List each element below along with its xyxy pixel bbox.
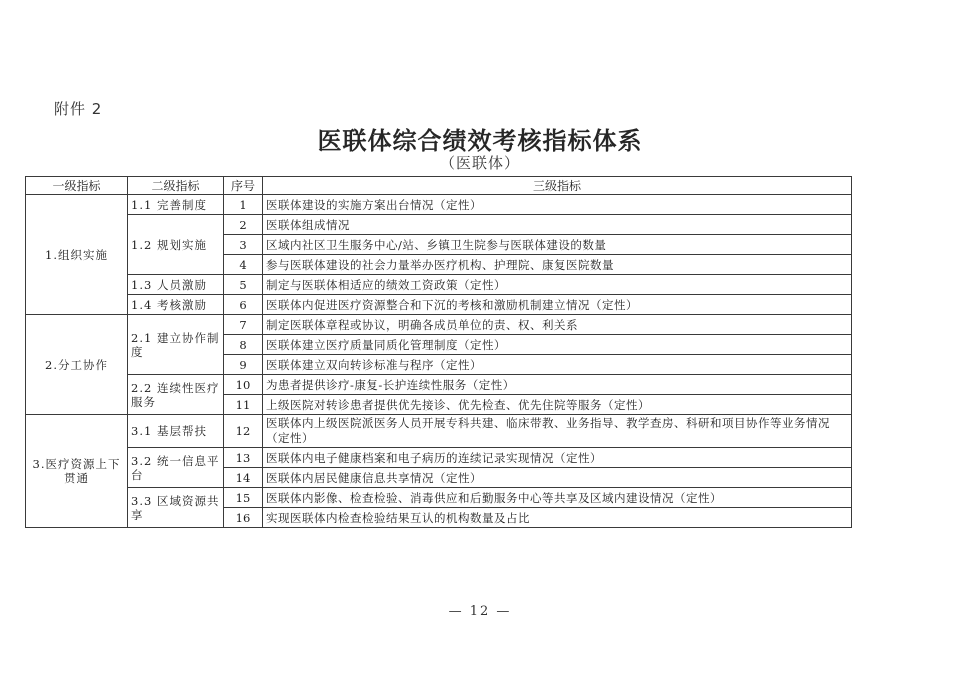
table-row (26, 448, 852, 468)
header-level1: 一级指标 (26, 177, 128, 195)
level3-cell: 医联体内影像、检查检验、消毒供应和后勤服务中心等共享及区域内建设情况（定性） (263, 488, 852, 508)
level3-cell: 实现医联体内检查检验结果互认的机构数量及占比 (263, 508, 852, 528)
attachment-label: 附件 2 (54, 100, 103, 118)
seq-cell: 7 (224, 315, 263, 335)
level3-cell: 医联体内居民健康信息共享情况（定性） (263, 468, 852, 488)
seq-cell: 14 (224, 468, 263, 488)
seq-cell: 12 (224, 415, 263, 448)
seq-cell: 8 (224, 335, 263, 355)
level2-cell: 2.1 建立协作制度 (128, 315, 224, 375)
level2-cell: 1.4 考核激励 (128, 295, 224, 315)
level3-cell: 制定医联体章程或协议，明确各成员单位的责、权、利关系 (263, 315, 852, 335)
level2-cell: 1.1 完善制度 (128, 195, 224, 215)
level1-cell: 3.医疗资源上下贯通 (26, 415, 128, 528)
level3-cell: 医联体内促进医疗资源整合和下沉的考核和激励机制建立情况（定性） (263, 295, 852, 315)
table-row (26, 315, 852, 335)
seq-cell: 2 (224, 215, 263, 235)
table-row (26, 195, 852, 215)
level1-cell: 1.组织实施 (26, 195, 128, 315)
level3-cell: 医联体组成情况 (263, 215, 852, 235)
level3-cell: 医联体内上级医院派医务人员开展专科共建、临床带教、业务指导、教学查房、科研和项目协作等业务情况（定性） (263, 415, 852, 448)
seq-cell: 5 (224, 275, 263, 295)
seq-cell: 15 (224, 488, 263, 508)
level3-cell: 上级医院对转诊患者提供优先接诊、优先检查、优先住院等服务（定性） (263, 395, 852, 415)
level3-cell: 参与医联体建设的社会力量举办医疗机构、护理院、康复医院数量 (263, 255, 852, 275)
level2-cell: 3.1 基层帮扶 (128, 415, 224, 448)
level3-cell: 医联体建设的实施方案出台情况（定性） (263, 195, 852, 215)
table-row (26, 295, 852, 315)
seq-cell: 9 (224, 355, 263, 375)
level3-cell: 区域内社区卫生服务中心/站、乡镇卫生院参与医联体建设的数量 (263, 235, 852, 255)
seq-cell: 6 (224, 295, 263, 315)
level3-cell: 医联体内电子健康档案和电子病历的连续记录实现情况（定性） (263, 448, 852, 468)
seq-cell: 10 (224, 375, 263, 395)
indicator-table (25, 176, 852, 528)
page-number: — 12 — (448, 604, 512, 619)
level2-cell: 1.3 人员激励 (128, 275, 224, 295)
table-row (26, 375, 852, 395)
table-header-row (26, 177, 852, 195)
seq-cell: 3 (224, 235, 263, 255)
level2-cell: 1.2 规划实施 (128, 215, 224, 275)
level1-cell: 2.分工协作 (26, 315, 128, 415)
seq-cell: 16 (224, 508, 263, 528)
seq-cell: 4 (224, 255, 263, 275)
level2-cell: 3.2 统一信息平台 (128, 448, 224, 488)
table-row (26, 215, 852, 235)
seq-cell: 11 (224, 395, 263, 415)
level2-cell: 3.3 区域资源共享 (128, 488, 224, 528)
header-seq: 序号 (224, 177, 263, 195)
table-row (26, 275, 852, 295)
document-title: 医联体综合绩效考核指标体系 (317, 127, 643, 155)
level3-cell: 制定与医联体相适应的绩效工资政策（定性） (263, 275, 852, 295)
document-subtitle: （医联体） (439, 154, 520, 172)
level3-cell: 医联体建立双向转诊标准与程序（定性） (263, 355, 852, 375)
table-row (26, 488, 852, 508)
level3-cell: 为患者提供诊疗-康复-长护连续性服务（定性） (263, 375, 852, 395)
header-level2: 二级指标 (128, 177, 224, 195)
level2-cell: 2.2 连续性医疗服务 (128, 375, 224, 415)
seq-cell: 1 (224, 195, 263, 215)
table-row (26, 415, 852, 448)
header-level3: 三级指标 (263, 177, 852, 195)
level3-cell: 医联体建立医疗质量同质化管理制度（定性） (263, 335, 852, 355)
seq-cell: 13 (224, 448, 263, 468)
